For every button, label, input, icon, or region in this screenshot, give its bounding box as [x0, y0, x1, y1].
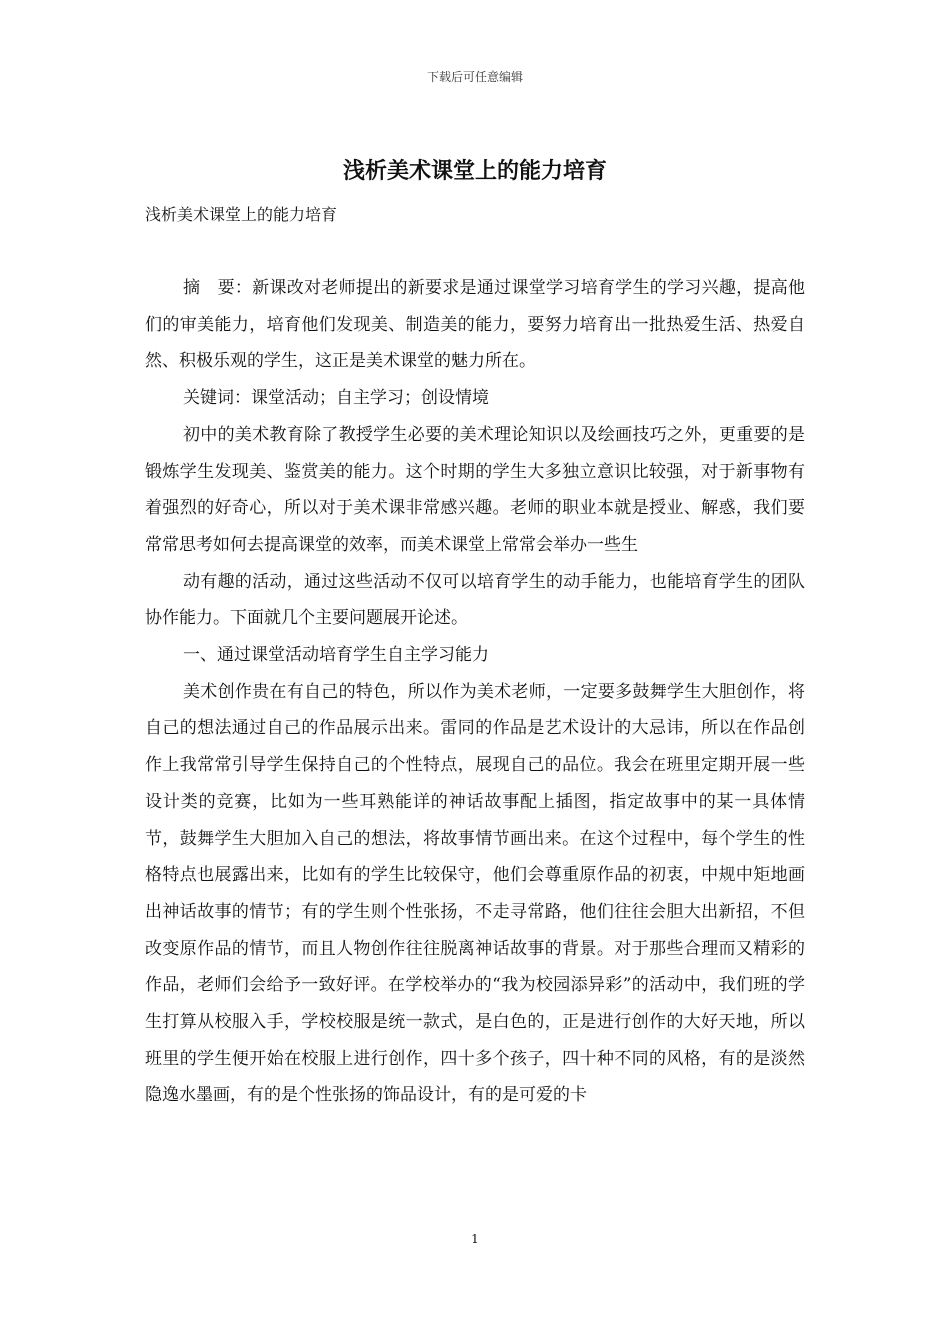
body-paragraph: 动有趣的活动，通过这些活动不仅可以培育学生的动手能力，也能培育学生的团队协作能力。下面就几个主要问题展开论述。 [145, 571, 805, 629]
page-number: 1 [471, 1232, 479, 1246]
abstract-text: 新课改对老师提出的新要求是通过课堂学习培育学生的学习兴趣，提高他们的审美能力，培育他们发现美、制造美的能力，要努力培育出一批热爱生活、热爱自然、积极乐观的学生，这正是美术课堂的魅力所在。 [145, 278, 806, 372]
section-heading: 一、通过课堂活动培育学生自主学习能力 [183, 645, 489, 666]
keywords-text: 课堂活动；自主学习；创设情境 [251, 388, 489, 409]
keywords-label: 关键词： [183, 388, 251, 409]
abstract-label: 摘 要： [183, 278, 253, 298]
abstract-paragraph [145, 270, 805, 380]
document-subtitle: 浅析美术课堂上的能力培育 [145, 205, 338, 224]
body-paragraph: 初中的美术教育除了教授学生必要的美术理论知识以及绘画技巧之外，更重要的是锻炼学生发现美、鉴赏美的能力。这个时期的学生大多独立意识比较强，对于新事物有着强烈的好奇心，所以对于美术课非常感兴趣。老师的职业本就是授业、解惑，我们要常常思考如何去提高课堂的效率，而美术课堂上常常会举办一些生 [145, 424, 805, 555]
document-title: 浅析美术课堂上的能力培育 [342, 159, 607, 184]
document-body [145, 270, 805, 1114]
keywords-paragraph [145, 380, 805, 417]
header-note: 下载后可任意编辑 [426, 70, 523, 84]
section-paragraph: 美术创作贵在有自己的特色，所以作为美术老师，一定要多鼓舞学生大胆创作，将自己的想法通过自己的作品展示出来。雷同的作品是艺术设计的大忌讳，所以在作品创作上我常常引导学生保持自己的个性特点，展现自己的品位。我会在班里定期开展一些设计类的竞赛，比如为一些耳熟能详的神话故事配上插图，指定故事中的某一具体情节，鼓舞学生大胆加入自己的想法，将故事情节画出来。在这个过程中，每个学生的性格特点也展露出来，比如有的学生比较保守，他们会尊重原作品的初衷，中规中矩地画出神话故事的情节；有的学生则个性张扬，不走寻常路，他们往往会胆大出新招，不但改变原作品的情节，而且人物创作往往脱离神话故事的背景。对于那些合理而又精彩的作品，老师们会给予一致好评。在学校举办的“我为校园添异彩”的活动中，我们班的学生打算从校服入手，学校校服是统一款式，是白色的，正是进行创作的大好天地，所以班里的学生便开始在校服上进行创作，四十多个孩子，四十种不同的风格，有的是淡然隐逸水墨画，有的是个性张扬的饰品设计，有的是可爱的卡 [145, 681, 805, 1106]
